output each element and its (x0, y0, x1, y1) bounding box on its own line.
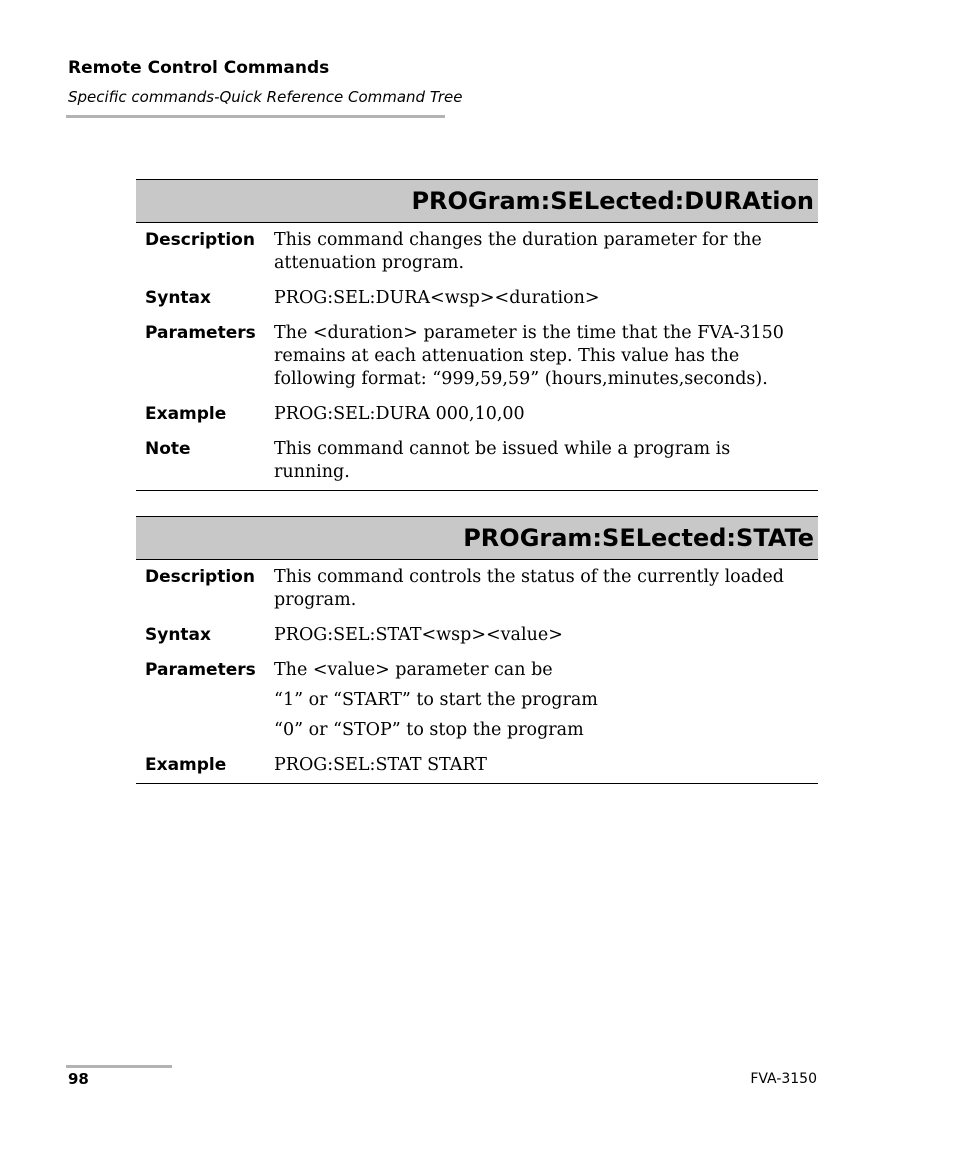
row-value: This command changes the duration parameter for the attenuation program. (274, 230, 762, 273)
row-note (136, 438, 818, 484)
parameter-line: “0” or “STOP” to stop the program (274, 720, 584, 740)
page-number: 98 (68, 1070, 89, 1088)
row-example (136, 754, 818, 777)
command-table-state (136, 516, 818, 784)
row-value (274, 659, 818, 742)
row-value: PROG:SEL:DURA<wsp><duration> (274, 288, 600, 308)
footer-rule (66, 1065, 172, 1068)
row-value: This command cannot be issued while a program is running. (274, 439, 731, 482)
row-label: Syntax (145, 625, 211, 645)
row-value: PROG:SEL:DURA 000,10,00 (274, 404, 525, 424)
row-value: This command controls the status of the currently loaded program. (274, 567, 784, 610)
row-syntax (136, 287, 818, 310)
parameter-line: The <value> parameter can be (274, 660, 553, 680)
row-label: Description (145, 230, 255, 250)
row-label: Note (145, 439, 191, 459)
row-label: Example (145, 404, 227, 424)
command-title: PROGram:SELected:STATe (136, 516, 818, 560)
row-label: Example (145, 755, 227, 775)
parameter-line: “1” or “START” to start the program (274, 690, 598, 710)
row-label: Description (145, 567, 255, 587)
row-example (136, 403, 818, 426)
running-header-title: Remote Control Commands (68, 58, 330, 78)
command-table-duration (136, 179, 818, 491)
row-parameters (136, 322, 818, 391)
row-label: Parameters (145, 323, 256, 343)
command-title: PROGram:SELected:DURAtion (136, 179, 818, 223)
row-syntax (136, 624, 818, 647)
row-description (136, 229, 818, 275)
running-header-subtitle: Specific commands-Quick Reference Command Tree (68, 88, 463, 106)
row-description (136, 566, 818, 612)
row-label: Syntax (145, 288, 211, 308)
row-value: PROG:SEL:STAT<wsp><value> (274, 625, 563, 645)
header-rule (66, 115, 445, 118)
row-parameters (136, 659, 818, 742)
product-name: FVA-3150 (750, 1071, 817, 1087)
row-value: The <duration> parameter is the time that the FVA-3150 remains at each attenuation step. This value has the following format: “999,59,59” (hours,minutes,seconds). (274, 323, 784, 389)
row-label: Parameters (145, 660, 256, 680)
row-value: PROG:SEL:STAT START (274, 755, 487, 775)
